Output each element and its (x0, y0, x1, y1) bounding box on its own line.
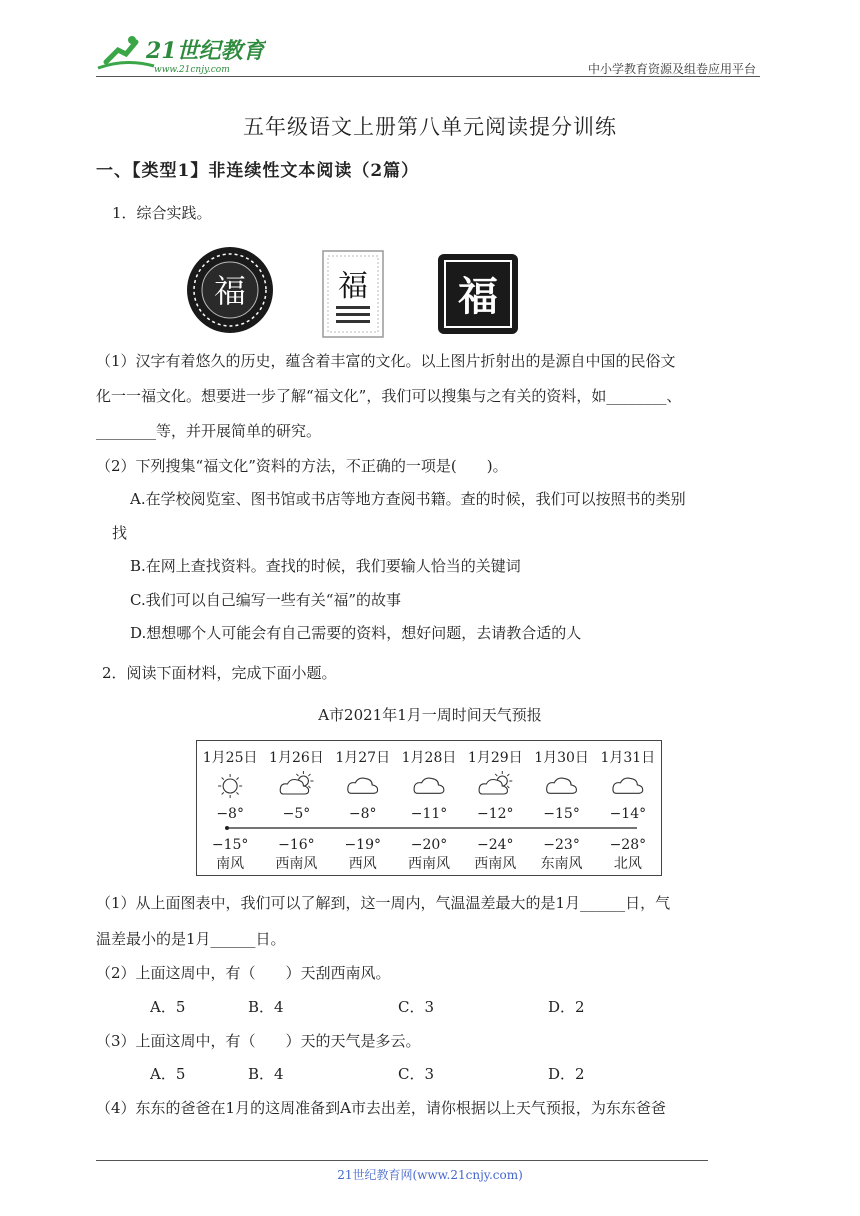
q2-part1-line1: （1）从上面图表中，我们可以了解到，这一周内，气温温差最大的是1月______日，气 (96, 894, 671, 912)
square-fu-seal-image (436, 252, 520, 340)
q1-part1-line1: （1）汉字有着悠久的历史，蕴含着丰富的文化。以上图片折射出的是源自中国的民俗文 (96, 352, 676, 370)
day-high-temp: −12° (477, 806, 514, 822)
q1-option-c: C.我们可以自己编写一些有关“福”的故事 (130, 591, 402, 609)
site-logo (96, 32, 266, 76)
q1-option-d: D.想想哪个人可能会有自己需要的资料，想好问题，去请教合适的人 (130, 624, 582, 642)
day-date-label: 1月28日 (401, 750, 457, 766)
q1-part1-line3: ________等，并开展简单的研究。 (96, 422, 322, 440)
square-seal-char: 福 (458, 273, 498, 320)
day-wind-label: 东南风 (540, 856, 583, 872)
day-date-label: 1月31日 (600, 750, 656, 766)
day-high-temp: −5° (282, 806, 311, 822)
sunny-icon (218, 774, 242, 798)
day-low-temp: −20° (410, 837, 448, 853)
day-date-label: 1月27日 (335, 750, 391, 766)
partly-cloudy-icon (479, 771, 512, 794)
platform-name: 中小学教育资源及组卷应用平台 (587, 62, 756, 76)
page-title: 五年级语文上册第八单元阅读提分训练 (243, 115, 617, 139)
round-seal-char: 福 (213, 272, 247, 310)
q2-part3-option-c: C．3 (398, 1065, 435, 1083)
day-wind-label: 南风 (216, 856, 245, 872)
q2-part2-option-c: C．3 (398, 998, 435, 1016)
day-low-temp: −19° (344, 837, 381, 853)
q1-option-a-line2: 找 (112, 524, 128, 542)
day-low-temp: −23° (543, 837, 580, 853)
tag-seal-char: 福 (338, 269, 368, 304)
day-wind-label: 西南风 (275, 856, 318, 872)
q1-option-b: B.在网上查找资料。查找的时候，我们要输人恰当的关键词 (130, 557, 521, 575)
day-date-label: 1月26日 (269, 750, 324, 766)
day-low-temp: −24° (477, 837, 514, 853)
q2-part2-option-a: A．5 (150, 998, 186, 1016)
cloudy-icon (613, 778, 643, 793)
q1-part2-question: （2）下列搜集“福文化”资料的方法，不正确的一项是( )。 (96, 457, 508, 475)
q2-stem: 2．阅读下面材料，完成下面小题。 (102, 664, 337, 682)
weather-table-title: A市2021年1月一周时间天气预报 (318, 706, 542, 724)
q2-part2-option-b: B．4 (248, 998, 284, 1016)
day-low-temp: −15° (211, 837, 249, 853)
partly-cloudy-icon (280, 771, 313, 794)
logo-url: www.21cnjy.com (154, 65, 230, 75)
day-high-temp: −8° (216, 806, 244, 822)
q2-part2-option-d: D．2 (548, 998, 585, 1016)
day-high-temp: −8° (348, 806, 377, 822)
day-wind-label: 西风 (348, 856, 377, 872)
q1-option-a-line1: A.在学校阅览室、图书馆或书店等地方查阅书籍。查的时候，我们可以按照书的类别 (130, 490, 686, 508)
tag-fu-seal-image (322, 250, 384, 342)
q2-part1-line2: 温差最小的是1月______日。 (96, 930, 286, 948)
round-fu-seal-image (186, 246, 274, 338)
q2-part3-option-a: A．5 (150, 1065, 186, 1083)
day-high-temp: −11° (410, 806, 448, 822)
day-wind-label: 西南风 (474, 856, 517, 872)
header-divider (96, 76, 760, 77)
q2-part2-question: （2）上面这周中，有（ ）天刮西南风。 (96, 964, 391, 982)
q2-part3-option-b: B．4 (248, 1065, 284, 1083)
day-low-temp: −16° (278, 837, 315, 853)
cloudy-icon (414, 778, 444, 793)
logo-text: 21世纪教育 (146, 38, 265, 64)
q1-stem: 1．综合实践。 (112, 204, 212, 222)
footer-divider (96, 1160, 708, 1161)
day-date-label: 1月25日 (202, 750, 258, 766)
cloudy-icon (547, 778, 577, 793)
q2-part3-question: （3）上面这周中，有（ ）天的天气是多云。 (96, 1032, 421, 1050)
footer-text: 21世纪教育网(www.21cnjy.com) (337, 1168, 523, 1182)
weather-forecast-table (196, 740, 662, 876)
weather-forecast-graphic (197, 741, 661, 875)
q2-part3-option-d: D．2 (548, 1065, 585, 1083)
day-low-temp: −28° (609, 837, 647, 853)
section-heading: 一、【类型1】非连续性文本阅读（2篇） (96, 161, 420, 181)
cloudy-icon (348, 778, 378, 793)
day-date-label: 1月30日 (534, 750, 589, 766)
day-high-temp: −14° (609, 806, 647, 822)
q2-part4-line1: （4）东东的爸爸在1月的这周准备到A市去出差，请你根据以上天气预报，为东东爸爸 (96, 1099, 666, 1117)
day-high-temp: −15° (543, 806, 580, 822)
day-wind-label: 北风 (613, 856, 642, 872)
day-date-label: 1月29日 (467, 750, 523, 766)
q1-part1-line2: 化一一福文化。想要进一步了解“福文化”，我们可以搜集与之有关的资料，如________、 (96, 387, 682, 405)
trend-line-start-dot (225, 826, 229, 830)
day-wind-label: 西南风 (408, 856, 450, 872)
